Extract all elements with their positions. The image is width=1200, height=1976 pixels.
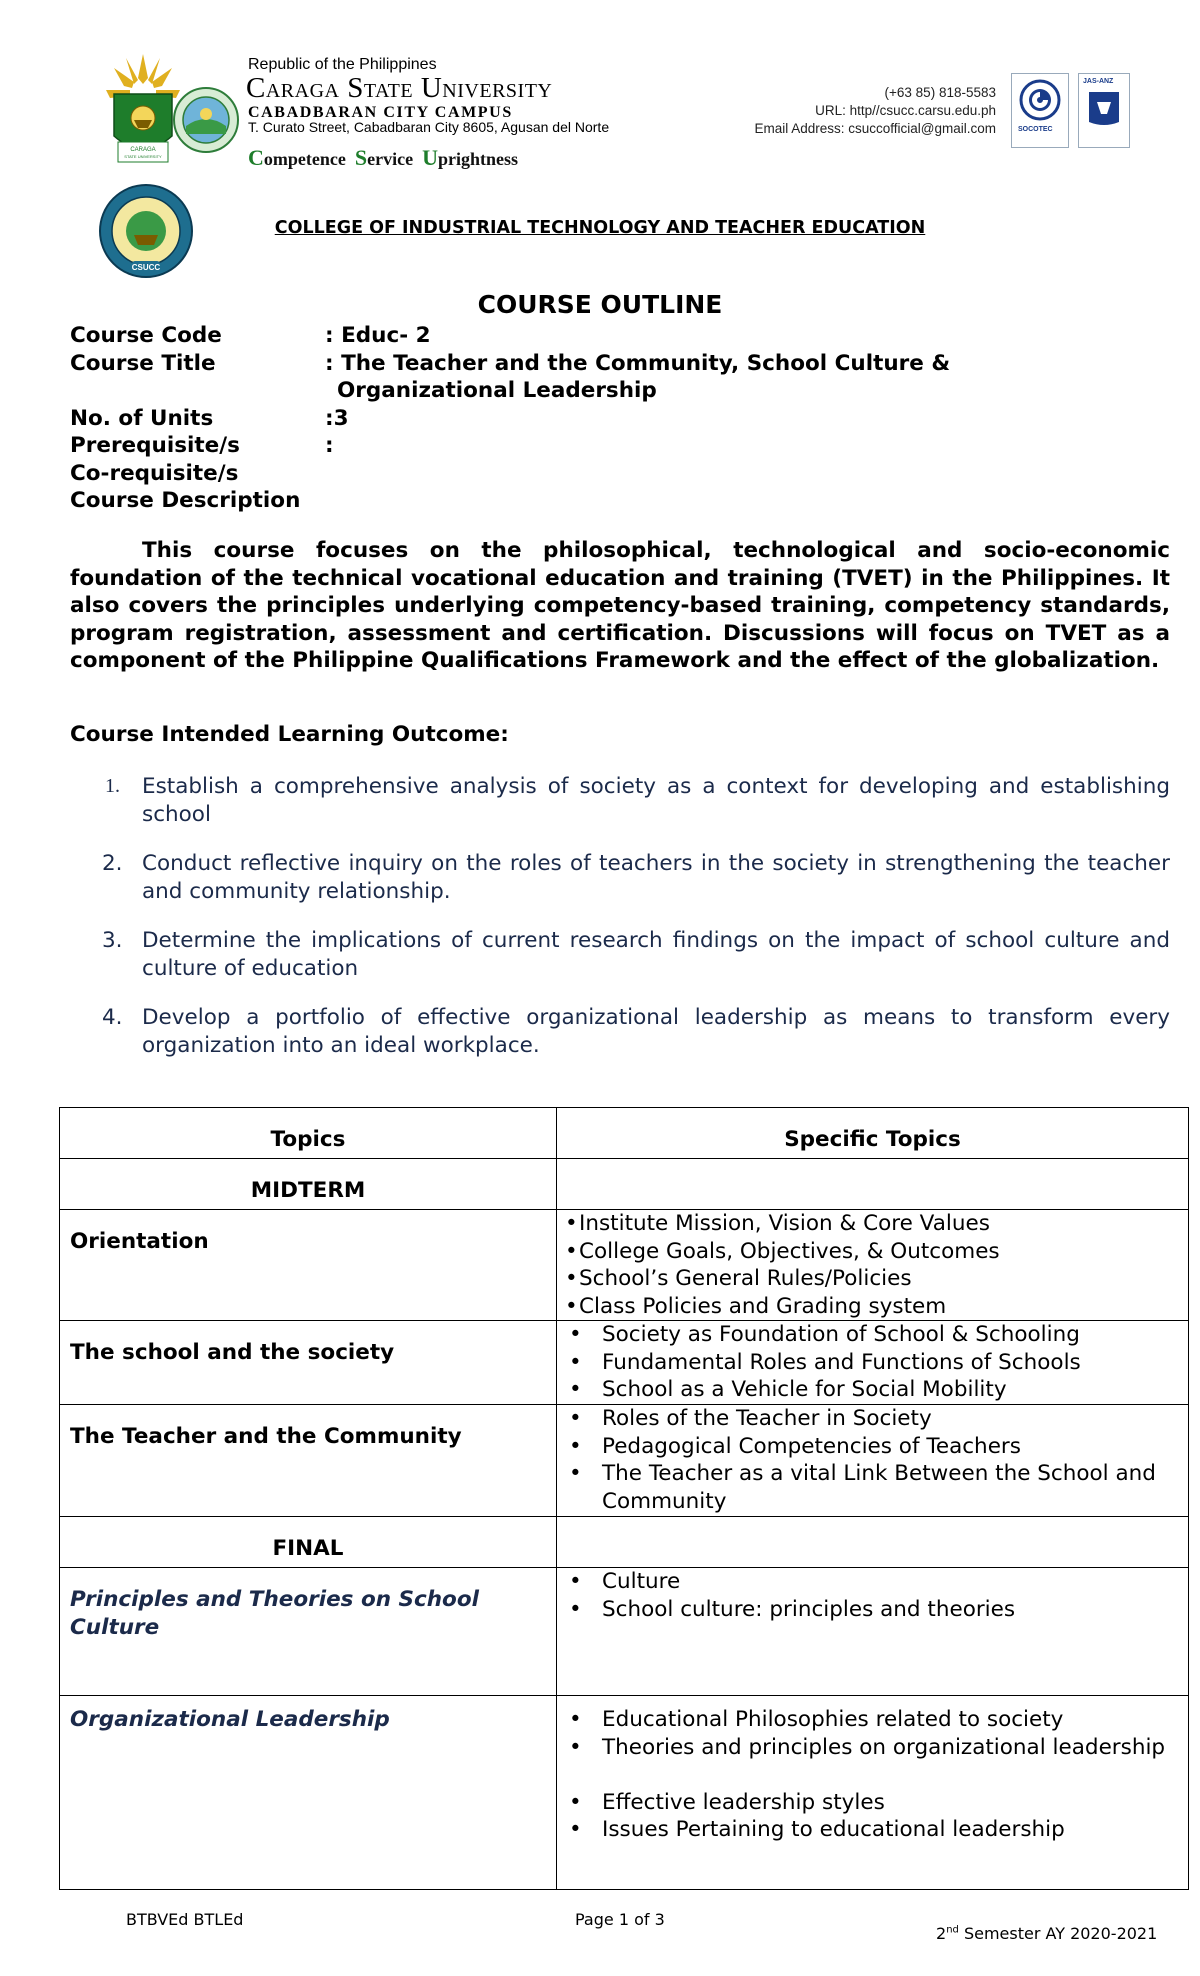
course-title-value-line2: Organizational Leadership: [337, 378, 657, 403]
table-row: [60, 1568, 1189, 1696]
clo-heading: Course Intended Learning Outcome:: [70, 722, 509, 747]
term-midterm: MIDTERM: [60, 1159, 557, 1210]
contact-url: URL: http//csucc.carsu.edu.ph: [815, 103, 996, 118]
course-description-text: This course focuses on the philosophical, technological and socio-economic foundation of the technical vocational education and training (TVET) in the Philippines. It also covers the principles underlying competency-based training, competency standards, program registration, assessment and certification. Discussions will focus on TVET as a component of the Philippine Qualifications Framework and the effect of the globalization.: [70, 538, 1170, 673]
course-description-label: Course Description: [70, 488, 301, 513]
prerequisite-label: Prerequisite/s: [70, 433, 240, 458]
list-item: • Fundamental Roles and Functions of Schools: [569, 1349, 1081, 1375]
term-row-final: [60, 1517, 1189, 1568]
list-item: • College Goals, Objectives, & Outcomes: [565, 1238, 1000, 1264]
list-item: • School culture: principles and theories: [569, 1596, 1016, 1622]
topic-orientation: Orientation: [60, 1210, 557, 1321]
bullet-icon: •: [569, 1734, 582, 1760]
course-code-value: : Educ- 2: [325, 323, 431, 348]
list-item: • Issues Pertaining to educational leadership: [569, 1817, 1065, 1842]
topic-school-culture: Principles and Theories on School Culture: [60, 1568, 557, 1696]
list-item: • Roles of the Teacher in Society: [569, 1406, 932, 1431]
jas-anz-certification-badge: [1078, 73, 1130, 148]
campus-address: T. Curato Street, Cabadbaran City 8605, Agusan del Norte: [248, 119, 610, 135]
campus-name: CABADBARAN CITY CAMPUS: [248, 104, 513, 121]
bullet-icon: •: [565, 1293, 578, 1319]
course-code-label: Course Code: [70, 323, 222, 348]
topic-teacher-and-community: The Teacher and the Community: [60, 1405, 557, 1517]
bullet-icon: •: [569, 1433, 582, 1459]
table-row: [60, 1321, 1189, 1405]
socotec-label: SOCOTEC: [1018, 126, 1053, 133]
list-item: • Culture: [569, 1569, 681, 1594]
campus-seal-logo: [172, 86, 240, 154]
bullet-icon: •: [569, 1707, 582, 1732]
units-value: :3: [325, 406, 349, 431]
bullet-icon: •: [569, 1377, 582, 1402]
header-specific-topics: Specific Topics: [557, 1108, 1189, 1159]
bullet-icon: •: [569, 1461, 582, 1486]
svg-text:STATE UNIVERSITY: STATE UNIVERSITY: [124, 154, 162, 159]
list-item: • Class Policies and Grading system: [565, 1293, 947, 1319]
university-name: Caraga State University: [246, 72, 553, 104]
footer-semester: 2nd Semester AY 2020-2021: [936, 1924, 1158, 1943]
college-name: COLLEGE OF INDUSTRIAL TECHNOLOGY AND TEACHER EDUCATION: [274, 218, 926, 238]
svg-text:CARAGA: CARAGA: [130, 147, 156, 153]
bullet-icon: •: [569, 1349, 582, 1375]
bullet-icon: •: [569, 1569, 582, 1594]
list-item: • Society as Foundation of School & Schooling: [569, 1322, 1080, 1347]
table-row: [60, 1405, 1189, 1517]
term-row-midterm: [60, 1159, 1189, 1210]
clo-text: Establish a comprehensive analysis of society as a context for developing and establishing school: [142, 774, 1170, 827]
bullet-icon: •: [565, 1238, 578, 1264]
prerequisite-value: :: [325, 433, 334, 458]
bullet-icon: •: [569, 1789, 582, 1815]
footer-program: BTBVEd BTLEd: [126, 1910, 244, 1929]
bullet-icon: •: [569, 1596, 582, 1622]
socotec-logo: [1012, 74, 1068, 124]
list-item: • Effective leadership styles: [569, 1789, 885, 1815]
bullet-icon: •: [565, 1211, 578, 1236]
bullet-icon: •: [569, 1406, 582, 1431]
contact-email: Email Address: csuccofficial@gmail.com: [754, 121, 996, 136]
table-row: [60, 1210, 1189, 1321]
table-header-row: [60, 1108, 1189, 1159]
socotec-certification-badge: [1011, 73, 1069, 148]
clo-number: 4.: [102, 1005, 123, 1030]
clo-text: Determine the implications of current research findings on the impact of school culture and culture of education: [142, 928, 1170, 981]
units-label: No. of Units: [70, 406, 214, 431]
course-title-value: : The Teacher and the Community, School Culture &: [325, 351, 951, 376]
term-final: FINAL: [60, 1517, 557, 1568]
list-item: • School’s General Rules/Policies: [565, 1266, 912, 1291]
clo-number: 1.: [105, 775, 120, 797]
bullet-icon: •: [569, 1817, 582, 1842]
university-motto: Competence Service Uprightness: [248, 145, 518, 170]
footer-page-number: Page 1 of 3: [575, 1910, 665, 1929]
clo-number: 3.: [102, 928, 123, 953]
list-item: • Theories and principles on organizational leadership: [569, 1734, 1166, 1760]
specific-topic-list: [557, 1210, 1188, 1320]
topic-school-and-society: The school and the society: [60, 1321, 557, 1405]
course-title-label: Course Title: [70, 351, 216, 376]
bullet-icon: •: [565, 1266, 578, 1291]
specific-topic-list: [557, 1321, 1188, 1404]
table-row: [60, 1696, 1189, 1890]
clo-text: Conduct reflective inquiry on the roles of teachers in the society in strengthening the teacher and community relationship.: [142, 851, 1170, 904]
topics-table: [59, 1107, 1189, 1890]
clo-number: 2.: [102, 851, 123, 876]
university-seal-logo: [104, 50, 182, 170]
jas-anz-label: JAS-ANZ: [1083, 78, 1114, 85]
topic-organizational-leadership: Organizational Leadership: [60, 1696, 557, 1890]
specific-topic-list: [557, 1568, 1188, 1623]
list-item: • School as a Vehicle for Social Mobility: [569, 1377, 1007, 1402]
list-item: • Educational Philosophies related to society: [569, 1707, 1064, 1732]
contact-phone: (+63 85) 818-5583: [884, 85, 996, 100]
specific-topic-list: [557, 1405, 1188, 1515]
header-topics: Topics: [60, 1108, 557, 1159]
republic-text: Republic of the Philippines: [248, 56, 437, 73]
svg-text:CSUCC: CSUCC: [131, 263, 161, 272]
contact-block: [754, 84, 996, 138]
corequisite-label: Co-requisite/s: [70, 461, 239, 486]
page-title: COURSE OUTLINE: [477, 290, 723, 319]
list-item: • The Teacher as a vital Link Between the School and Community: [569, 1461, 1156, 1514]
list-item: • Institute Mission, Vision & Core Values: [565, 1211, 990, 1236]
clo-text: Develop a portfolio of effective organizational leadership as means to transform every organization into an ideal workplace.: [142, 1005, 1170, 1058]
bullet-icon: •: [569, 1322, 582, 1347]
list-item: • Pedagogical Competencies of Teachers: [569, 1433, 1021, 1459]
specific-topic-list: [557, 1706, 1188, 1844]
